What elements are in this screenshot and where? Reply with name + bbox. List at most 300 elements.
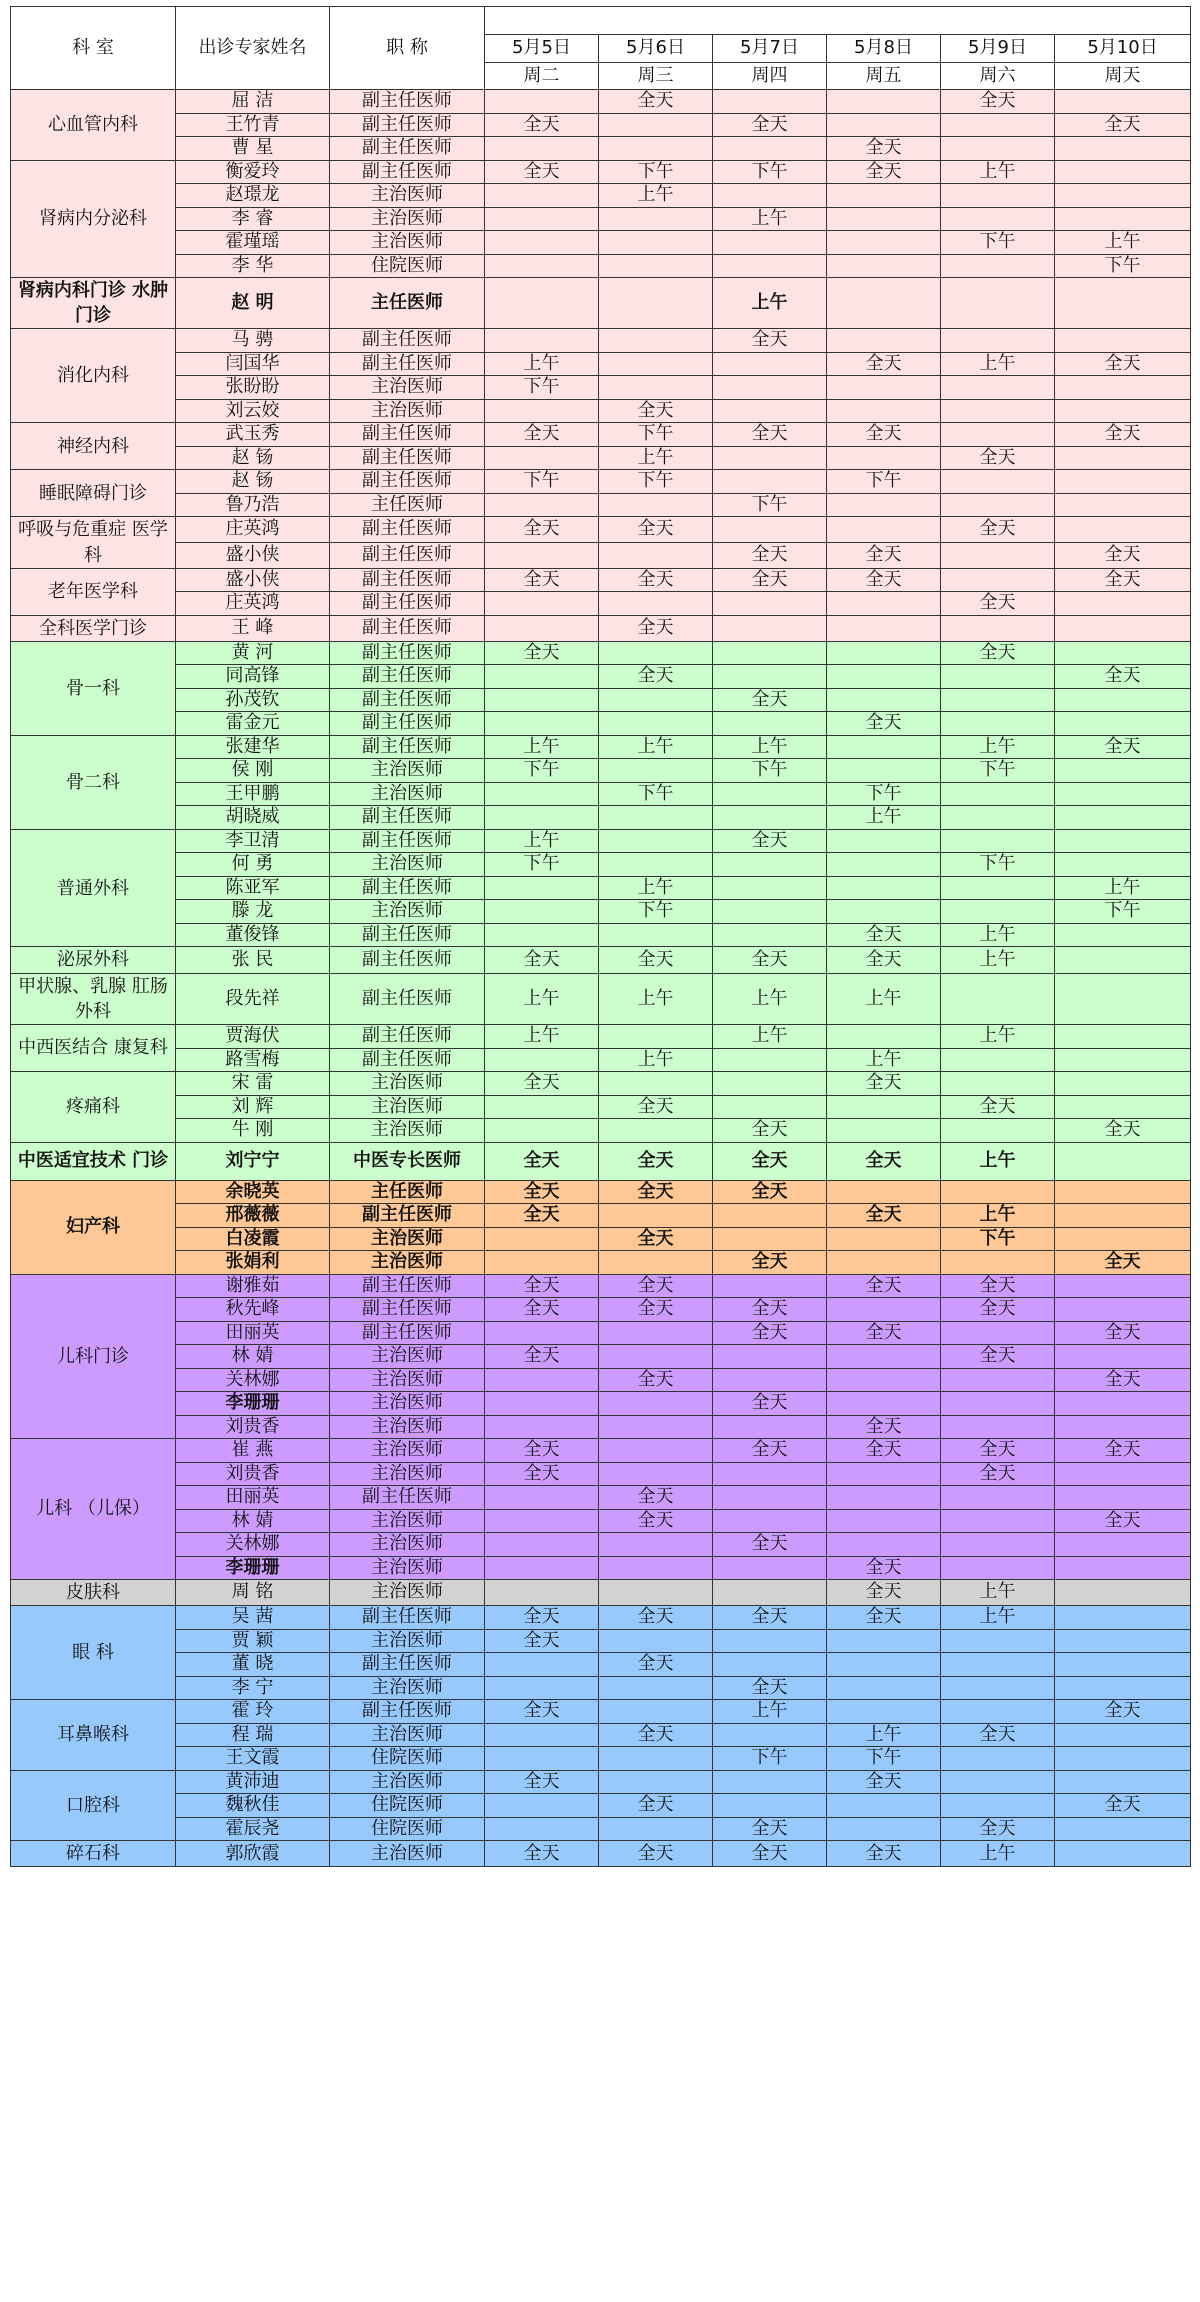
table-row [11,615,1191,641]
doctor-title-cell: 主治医师 [330,1462,485,1486]
schedule-cell [1055,1048,1191,1072]
schedule-cell [599,712,713,736]
schedule-cell: 全天 [485,1204,599,1228]
schedule-cell [941,1251,1055,1275]
schedule-cell: 全天 [599,90,713,114]
doctor-title-cell: 副主任医师 [330,1606,485,1630]
table-row [11,1095,1191,1119]
doctor-title-cell: 主治医师 [330,900,485,924]
department-cell: 肾病内科门诊 水肿门诊 [11,278,176,329]
table-row [11,90,1191,114]
schedule-cell [941,423,1055,447]
doctor-title-cell: 主任医师 [330,278,485,329]
schedule-cell [713,1415,827,1439]
schedule-cell [713,712,827,736]
header-doctor-name: 出诊专家姓名 [176,7,330,90]
doctor-name-cell: 鲁乃浩 [176,493,330,517]
schedule-cell [599,493,713,517]
doctor-title-cell: 副主任医师 [330,806,485,830]
schedule-cell [1055,759,1191,783]
schedule-cell [1055,1345,1191,1369]
table-row [11,1298,1191,1322]
doctor-name-cell: 曹 星 [176,137,330,161]
doctor-title-cell: 主治医师 [330,1770,485,1794]
schedule-cell [1055,90,1191,114]
department-cell: 中西医结合 康复科 [11,1025,176,1072]
table-row [11,1251,1191,1275]
table-row [11,735,1191,759]
doctor-title-cell: 副主任医师 [330,1321,485,1345]
schedule-cell [941,1486,1055,1510]
schedule-cell [599,1747,713,1771]
department-cell: 眼 科 [11,1606,176,1700]
schedule-cell: 下午 [827,470,941,494]
table-row [11,517,1191,543]
schedule-cell [713,641,827,665]
schedule-cell [485,90,599,114]
schedule-cell [485,278,599,329]
doctor-name-cell: 赵 明 [176,278,330,329]
schedule-cell: 全天 [941,1345,1055,1369]
schedule-cell [1055,1392,1191,1416]
schedule-cell [941,806,1055,830]
schedule-cell [713,1204,827,1228]
schedule-cell: 全天 [713,1606,827,1630]
schedule-cell [1055,806,1191,830]
schedule-cell [485,329,599,353]
doctor-title-cell: 副主任医师 [330,352,485,376]
schedule-cell [599,1533,713,1557]
schedule-cell: 全天 [713,1142,827,1180]
schedule-cell [713,782,827,806]
schedule-cell: 全天 [1055,423,1191,447]
schedule-cell [827,1251,941,1275]
doctor-title-cell: 主治医师 [330,1072,485,1096]
table-row [11,1204,1191,1228]
doctor-name-cell: 张盼盼 [176,376,330,400]
schedule-cell: 全天 [713,1841,827,1867]
schedule-cell [1055,1462,1191,1486]
schedule-cell: 全天 [1055,1700,1191,1724]
schedule-cell [1055,329,1191,353]
schedule-cell [599,1817,713,1841]
schedule-cell: 全天 [827,1321,941,1345]
schedule-cell: 全天 [1055,1119,1191,1143]
schedule-cell [713,876,827,900]
header-date: 5月9日 [941,35,1055,63]
doctor-name-cell: 刘 辉 [176,1095,330,1119]
schedule-cell [941,615,1055,641]
table-row [11,1274,1191,1298]
schedule-cell [713,853,827,877]
schedule-cell [713,231,827,255]
doctor-title-cell: 副主任医师 [330,592,485,616]
schedule-cell: 全天 [485,1142,599,1180]
schedule-cell: 全天 [941,1462,1055,1486]
table-row [11,1770,1191,1794]
doctor-name-cell: 李卫清 [176,829,330,853]
schedule-cell [827,1227,941,1251]
table-row [11,543,1191,569]
schedule-cell: 全天 [599,568,713,592]
schedule-cell [1055,1298,1191,1322]
schedule-cell [713,1048,827,1072]
table-row [11,160,1191,184]
schedule-cell: 全天 [827,947,941,973]
department-cell: 中医适宜技术 门诊 [11,1142,176,1180]
doctor-title-cell: 副主任医师 [330,829,485,853]
schedule-cell [941,1533,1055,1557]
schedule-cell: 上午 [599,1048,713,1072]
schedule-cell [713,1580,827,1606]
schedule-cell: 全天 [485,1345,599,1369]
schedule-cell [827,688,941,712]
doctor-title-cell: 主治医师 [330,399,485,423]
schedule-cell [941,876,1055,900]
schedule-cell: 全天 [941,1298,1055,1322]
doctor-name-cell: 滕 龙 [176,900,330,924]
doctor-title-cell: 副主任医师 [330,615,485,641]
schedule-cell [485,1251,599,1275]
header-date: 5月8日 [827,35,941,63]
schedule-cell: 全天 [713,1817,827,1841]
schedule-cell [941,1794,1055,1818]
schedule-cell: 上午 [941,923,1055,947]
table-row [11,1072,1191,1096]
schedule-cell: 全天 [941,1274,1055,1298]
schedule-cell: 全天 [599,615,713,641]
schedule-cell: 上午 [941,1204,1055,1228]
schedule-cell: 全天 [485,423,599,447]
schedule-cell: 下午 [941,759,1055,783]
schedule-cell [941,1415,1055,1439]
table-row [11,207,1191,231]
table-row [11,1794,1191,1818]
table-row [11,1580,1191,1606]
schedule-cell: 下午 [1055,900,1191,924]
schedule-cell: 全天 [485,1770,599,1794]
doctor-name-cell: 王甲鹏 [176,782,330,806]
doctor-name-cell: 刘云姣 [176,399,330,423]
schedule-cell [713,470,827,494]
schedule-cell: 全天 [941,592,1055,616]
doctor-title-cell: 副主任医师 [330,1025,485,1049]
schedule-cell: 全天 [941,1817,1055,1841]
table-row [11,137,1191,161]
schedule-cell: 全天 [1055,543,1191,569]
schedule-cell [485,1653,599,1677]
schedule-cell [1055,1676,1191,1700]
table-row [11,1025,1191,1049]
header-weekday: 周三 [599,63,713,90]
schedule-cell [941,665,1055,689]
schedule-cell [827,1180,941,1204]
table-row [11,759,1191,783]
doctor-name-cell: 路雪梅 [176,1048,330,1072]
schedule-cell [941,1368,1055,1392]
doctor-title-cell: 副主任医师 [330,688,485,712]
department-cell: 骨二科 [11,735,176,829]
schedule-cell [599,1770,713,1794]
schedule-cell: 上午 [713,735,827,759]
schedule-cell: 全天 [713,1119,827,1143]
header-weekday: 周五 [827,63,941,90]
schedule-cell [1055,1274,1191,1298]
schedule-cell [599,759,713,783]
schedule-cell [941,782,1055,806]
schedule-cell [713,1794,827,1818]
schedule-cell: 上午 [599,184,713,208]
table-row [11,231,1191,255]
doctor-name-cell: 闫国华 [176,352,330,376]
table-row [11,1368,1191,1392]
department-cell: 心血管内科 [11,90,176,161]
schedule-cell [485,184,599,208]
schedule-cell [713,806,827,830]
doctor-name-cell: 陈亚军 [176,876,330,900]
schedule-cell [485,231,599,255]
schedule-cell [827,399,941,423]
table-row [11,423,1191,447]
schedule-cell [485,665,599,689]
table-row [11,1556,1191,1580]
table-row [11,1629,1191,1653]
table-body [11,90,1191,1867]
schedule-cell [1055,470,1191,494]
schedule-cell [485,1533,599,1557]
schedule-cell [827,1119,941,1143]
schedule-cell [713,352,827,376]
schedule-cell [827,900,941,924]
schedule-cell: 全天 [1055,1509,1191,1533]
schedule-cell [599,1025,713,1049]
schedule-cell [827,231,941,255]
schedule-cell [599,1676,713,1700]
schedule-cell [1055,1556,1191,1580]
schedule-cell: 全天 [1055,1439,1191,1463]
schedule-cell [827,1509,941,1533]
schedule-cell [941,1321,1055,1345]
schedule-cell: 全天 [713,543,827,569]
schedule-cell: 全天 [1055,568,1191,592]
schedule-cell [485,207,599,231]
table-row [11,641,1191,665]
department-cell: 肾病内分泌科 [11,160,176,278]
schedule-cell [485,1095,599,1119]
schedule-cell [941,376,1055,400]
schedule-cell [941,113,1055,137]
department-cell: 儿科 （儿保） [11,1439,176,1580]
doctor-title-cell: 副主任医师 [330,470,485,494]
schedule-cell [485,876,599,900]
doctor-title-cell: 副主任医师 [330,876,485,900]
schedule-cell: 下午 [599,423,713,447]
schedule-cell: 全天 [827,1580,941,1606]
doctor-title-cell: 副主任医师 [330,113,485,137]
schedule-cell [713,1368,827,1392]
doctor-title-cell: 主治医师 [330,1345,485,1369]
schedule-cell [827,1676,941,1700]
schedule-cell [1055,1770,1191,1794]
schedule-cell [1055,641,1191,665]
schedule-cell [1055,1142,1191,1180]
doctor-title-cell: 主治医师 [330,1392,485,1416]
header-dept: 科 室 [11,7,176,90]
schedule-cell: 下午 [599,470,713,494]
schedule-cell: 全天 [827,1841,941,1867]
schedule-cell [485,615,599,641]
doctor-title-cell: 主任医师 [330,1180,485,1204]
schedule-cell [485,1119,599,1143]
schedule-cell [941,1700,1055,1724]
schedule-cell [713,1486,827,1510]
schedule-cell [485,1817,599,1841]
schedule-cell [599,1439,713,1463]
doctor-title-cell: 主治医师 [330,1841,485,1867]
schedule-cell [1055,1723,1191,1747]
table-row [11,1533,1191,1557]
schedule-cell: 下午 [599,900,713,924]
schedule-cell: 上午 [599,735,713,759]
schedule-cell [485,446,599,470]
doctor-name-cell: 霍 玲 [176,1700,330,1724]
schedule-cell: 全天 [713,1392,827,1416]
schedule-cell: 全天 [713,423,827,447]
schedule-cell [599,137,713,161]
doctor-name-cell: 白凌霞 [176,1227,330,1251]
doctor-name-cell: 黄 河 [176,641,330,665]
schedule-cell: 全天 [941,446,1055,470]
table-row [11,1653,1191,1677]
schedule-cell [827,254,941,278]
doctor-title-cell: 中医专长医师 [330,1142,485,1180]
header-title: 职 称 [330,7,485,90]
schedule-cell [713,376,827,400]
schedule-cell: 下午 [827,1747,941,1771]
schedule-cell: 全天 [827,543,941,569]
table-row [11,900,1191,924]
schedule-cell [827,1486,941,1510]
schedule-cell [827,207,941,231]
doctor-name-cell: 田丽英 [176,1321,330,1345]
schedule-cell: 上午 [941,947,1055,973]
schedule-cell [485,1415,599,1439]
schedule-cell [941,1747,1055,1771]
schedule-cell: 全天 [485,1629,599,1653]
schedule-cell [599,806,713,830]
schedule-cell: 全天 [713,1298,827,1322]
schedule-cell: 全天 [485,1462,599,1486]
schedule-cell [1055,947,1191,973]
schedule-cell: 全天 [827,923,941,947]
doctor-name-cell: 贾海伏 [176,1025,330,1049]
table-row [11,1180,1191,1204]
table-row [11,493,1191,517]
doctor-name-cell: 黄沛迪 [176,1770,330,1794]
schedule-cell: 全天 [599,1227,713,1251]
schedule-cell [827,1653,941,1677]
schedule-cell [827,493,941,517]
department-cell: 儿科门诊 [11,1274,176,1439]
schedule-cell: 上午 [713,207,827,231]
doctor-name-cell: 宋 雷 [176,1072,330,1096]
doctor-title-cell: 主任医师 [330,493,485,517]
table-row [11,1462,1191,1486]
schedule-cell: 全天 [599,1841,713,1867]
doctor-title-cell: 副主任医师 [330,329,485,353]
doctor-title-cell: 副主任医师 [330,947,485,973]
schedule-cell: 全天 [941,517,1055,543]
schedule-cell: 全天 [485,1841,599,1867]
doctor-name-cell: 林 婧 [176,1509,330,1533]
schedule-cell [827,592,941,616]
schedule-cell [599,1345,713,1369]
schedule-cell: 全天 [485,1072,599,1096]
schedule-cell [827,1629,941,1653]
doctor-name-cell: 段先祥 [176,973,330,1024]
doctor-name-cell: 马 骋 [176,329,330,353]
doctor-title-cell: 主治医师 [330,759,485,783]
schedule-cell: 全天 [827,1072,941,1096]
schedule-cell [1055,399,1191,423]
doctor-name-cell: 衡爱玲 [176,160,330,184]
doctor-title-cell: 主治医师 [330,1533,485,1557]
schedule-cell [827,113,941,137]
doctor-name-cell: 魏秋佳 [176,1794,330,1818]
schedule-cell [941,184,1055,208]
doctor-title-cell: 副主任医师 [330,973,485,1024]
schedule-cell [941,470,1055,494]
schedule-cell: 全天 [599,517,713,543]
schedule-cell: 全天 [485,568,599,592]
schedule-cell [1055,688,1191,712]
schedule-cell [599,1251,713,1275]
schedule-cell [713,90,827,114]
table-row [11,876,1191,900]
table-row [11,278,1191,329]
schedule-cell: 全天 [941,90,1055,114]
department-cell: 皮肤科 [11,1580,176,1606]
schedule-cell: 全天 [1055,1251,1191,1275]
schedule-cell [827,1392,941,1416]
doctor-title-cell: 副主任医师 [330,1700,485,1724]
schedule-cell: 上午 [1055,231,1191,255]
schedule-cell [1055,184,1191,208]
schedule-cell [827,278,941,329]
schedule-cell [1055,1025,1191,1049]
header-date: 5月5日 [485,35,599,63]
table-header [11,7,1191,90]
schedule-cell: 全天 [827,1274,941,1298]
schedule-cell [1055,1204,1191,1228]
schedule-cell: 上午 [827,1723,941,1747]
schedule-cell: 全天 [713,688,827,712]
schedule-cell [941,973,1055,1024]
doctor-name-cell: 林 婧 [176,1345,330,1369]
doctor-title-cell: 副主任医师 [330,923,485,947]
schedule-cell [827,376,941,400]
table-row [11,184,1191,208]
table-row [11,376,1191,400]
schedule-cell: 全天 [599,399,713,423]
table-row [11,712,1191,736]
doctor-name-cell: 秋先峰 [176,1298,330,1322]
doctor-name-cell: 赵 钖 [176,470,330,494]
doctor-title-cell: 主治医师 [330,1119,485,1143]
schedule-cell [1055,1072,1191,1096]
schedule-cell [1055,592,1191,616]
doctor-name-cell: 赵璟龙 [176,184,330,208]
